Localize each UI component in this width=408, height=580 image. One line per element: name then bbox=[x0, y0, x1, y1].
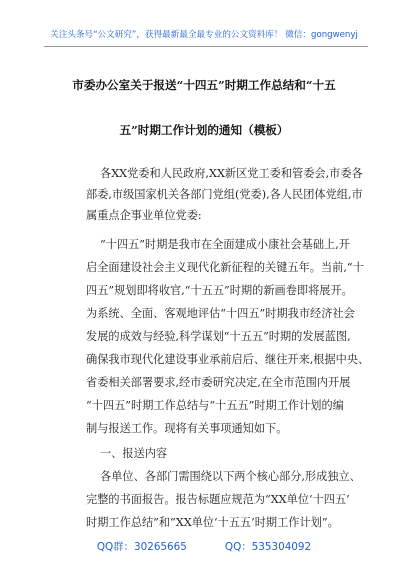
footer-qq-group: QQ群：30265665 bbox=[96, 541, 187, 553]
body-line: 部委,市级国家机关各部门党组(党委),各人民团体党组,市 bbox=[86, 188, 363, 201]
document-title-line-2: 五”时期工作计划的通知（模板） bbox=[119, 123, 289, 137]
body-line: 发展的成效与经验,科学谋划“十五五”时期的发展蓝图, bbox=[86, 330, 351, 343]
body-line: 四五”规划即将收官,“十五五”时期的新画卷即将展开。 bbox=[86, 284, 353, 297]
body-line: 时期工作总结”和“XX单位‘十五五’时期工作计划”。 bbox=[86, 516, 339, 529]
body-line: 完整的书面报告。报告标题应规范为“XX单位‘十四五’ bbox=[86, 493, 350, 506]
header-banner: 关注头条号“公文研究”，获得最新最全最专业的公文资料库！ 微信：gongwenyj bbox=[50, 30, 358, 40]
document-title-line-1: 市委办公室关于报送“十四五”时期工作总结和“十五 bbox=[72, 78, 336, 92]
body-line: 制与报送工作。现将有关事项通知如下。 bbox=[86, 422, 288, 435]
footer-qq: QQ：535304092 bbox=[224, 541, 312, 553]
header-divider bbox=[44, 46, 368, 47]
body-line: 各XX党委和人民政府,XX新区党工委和管委会,市委各 bbox=[100, 167, 363, 180]
body-line: “十四五”时期工作总结与“十五五”时期工作计划的编 bbox=[86, 399, 344, 412]
section-heading: 一、报送内容 bbox=[100, 447, 168, 460]
body-line: 省委相关部署要求,经市委研究决定,在全市范围内开展 bbox=[86, 376, 351, 389]
body-line: 确保我市现代化建设事业承前启后、继往开来,根据中央、 bbox=[86, 353, 370, 366]
footer-contact bbox=[0, 538, 408, 553]
body-line: 各单位、各部门需围绕以下两个核心部分,形成独立、 bbox=[100, 470, 361, 483]
body-line: 为系统、全面、客观地评估“十四五”时期我市经济社会 bbox=[86, 307, 355, 320]
body-line: 启全面建设社会主义现代化新征程的关键五年。当前,“十 bbox=[86, 261, 364, 274]
body-line: 属重点企事业单位党委: bbox=[86, 209, 202, 222]
body-line: “十四五”时期是我市在全面建成小康社会基础上,开 bbox=[100, 238, 350, 251]
